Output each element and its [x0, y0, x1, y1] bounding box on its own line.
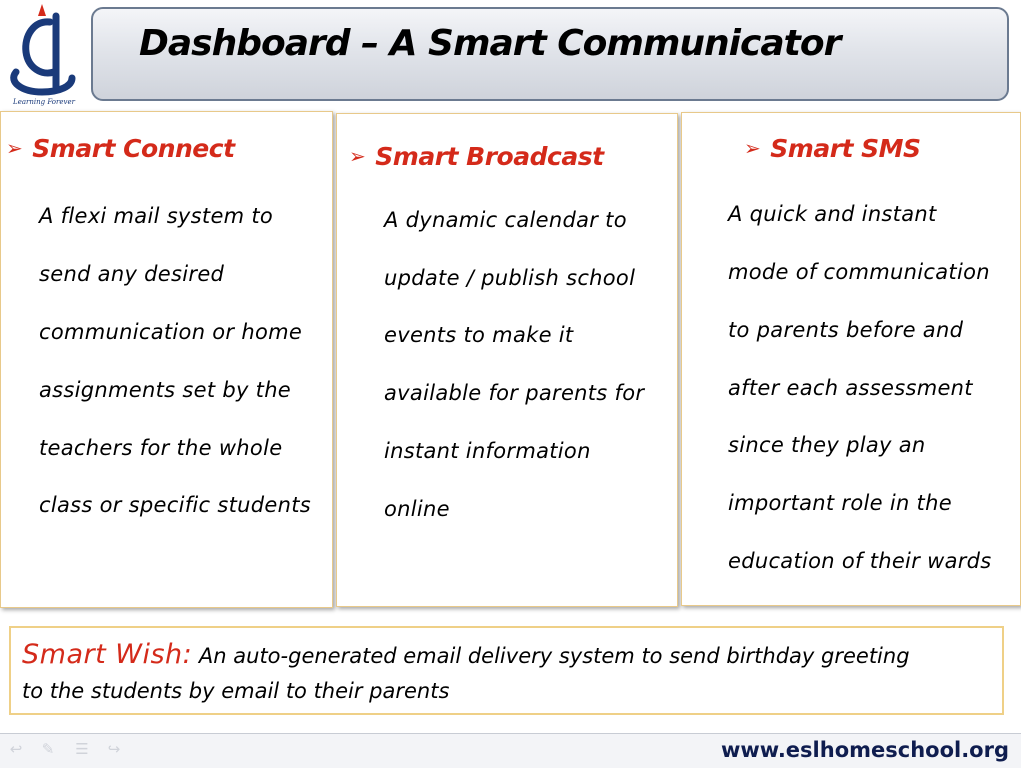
logo-tagline: Learning Forever — [13, 98, 75, 106]
panel-line: online — [384, 497, 450, 521]
panel-heading-text: Smart Broadcast — [375, 142, 604, 171]
panel-smart-sms — [681, 112, 1021, 606]
smart-wish-line-1 — [22, 639, 910, 670]
panel-line: after each assessment — [728, 376, 973, 400]
logo-flame — [38, 4, 46, 16]
panel-line: instant information — [384, 439, 591, 463]
arrow-bullet-icon: ➢ — [744, 136, 761, 160]
smart-wish-text-2: to the students by email to their parents — [22, 679, 450, 703]
panel-line: class or specific students — [39, 493, 312, 517]
panel-heading-text: Smart Connect — [32, 134, 235, 163]
logo-mark — [2, 2, 82, 98]
panel-line: assignments set by the — [39, 378, 292, 402]
smart-wish-text-1: An auto-generated email delivery system to send birthday greeting — [198, 644, 910, 668]
page-title: Dashboard – A Smart Communicator — [139, 23, 841, 64]
title-banner — [91, 7, 1009, 101]
previous-slide-icon[interactable]: ↩ — [9, 740, 23, 758]
panel-line: A dynamic calendar to — [384, 208, 627, 232]
panel-line: available for parents for — [384, 381, 645, 405]
panel-heading — [349, 142, 604, 171]
arrow-bullet-icon: ➢ — [349, 144, 366, 168]
panel-line: send any desired — [39, 262, 225, 286]
panel-line: mode of communication — [728, 260, 990, 284]
arrow-bullet-icon: ➢ — [6, 136, 23, 160]
smart-wish-box — [9, 626, 1004, 715]
pen-icon[interactable]: ✎ — [41, 740, 55, 758]
slide-footer — [0, 733, 1021, 768]
panel-line: to parents before and — [728, 318, 964, 342]
panel-heading — [6, 134, 235, 163]
menu-icon[interactable]: ☰ — [75, 740, 89, 758]
panel-line: events to make it — [384, 323, 574, 347]
next-slide-icon[interactable]: ↪ — [107, 740, 121, 758]
panel-line: teachers for the whole — [39, 436, 283, 460]
panel-line: A quick and instant — [728, 202, 937, 226]
panel-line: communication or home — [39, 320, 303, 344]
panel-heading-text: Smart SMS — [770, 134, 921, 163]
panel-line: update / publish school — [384, 266, 636, 290]
panel-heading — [744, 134, 921, 163]
panel-line: education of their wards — [728, 549, 992, 573]
logo — [2, 2, 82, 106]
panel-line: since they play an — [728, 433, 926, 457]
panel-smart-connect — [0, 111, 333, 608]
panel-line: A flexi mail system to — [39, 204, 274, 228]
logo-letters — [14, 16, 72, 92]
smart-wish-heading: Smart Wish: — [22, 639, 193, 670]
panel-smart-broadcast — [336, 113, 678, 607]
panel-line: important role in the — [728, 491, 952, 515]
website-url: www.eslhomeschool.org — [720, 738, 1009, 762]
